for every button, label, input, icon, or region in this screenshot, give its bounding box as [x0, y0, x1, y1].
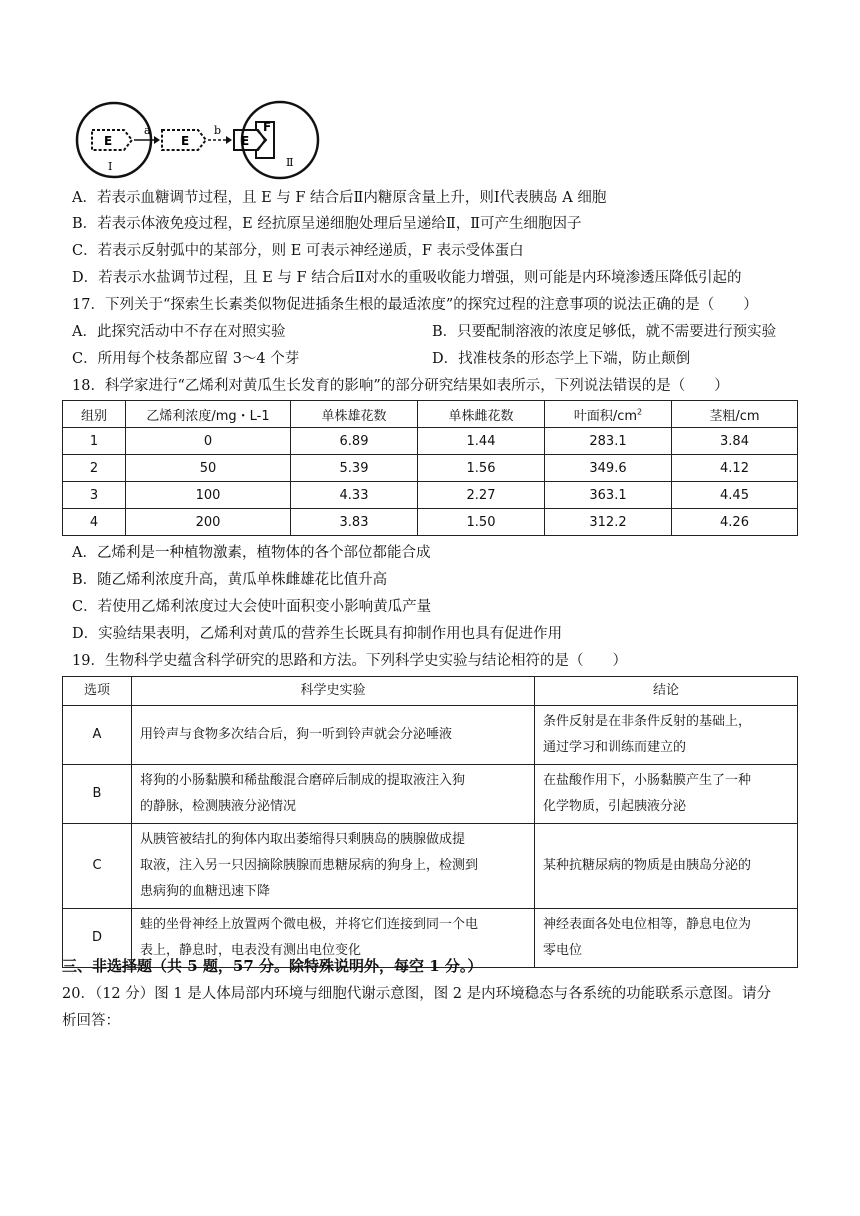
- table-row: [63, 482, 798, 509]
- q16-option-b: B．若表示体液免疫过程，E 经抗原呈递细胞处理后呈递给Ⅱ，Ⅱ可产生细胞因子: [72, 216, 582, 232]
- cell: 6.89: [291, 428, 418, 455]
- label-a: a: [144, 124, 151, 137]
- cell: 0: [126, 428, 291, 455]
- cell: 200: [126, 509, 291, 536]
- conclusion-cell: 条件反射是在非条件反射的基础上， 通过学习和训练而建立的: [535, 706, 798, 765]
- q16-option-c: C．若表示反射弧中的某部分，则 E 可表示神经递质，F 表示受体蛋白: [72, 243, 524, 259]
- cell: 4.12: [672, 455, 798, 482]
- header-leaf-area-sup: 2: [637, 407, 643, 417]
- cell: 1: [63, 428, 126, 455]
- experiment-cell: 将狗的小肠黏膜和稀盐酸混合磨碎后制成的提取液注入狗 的静脉，检测胰液分泌情况: [132, 765, 535, 824]
- cell: 283.1: [545, 428, 672, 455]
- conclusion-cell: 神经表面各处电位相等，静息电位为 零电位: [535, 909, 798, 968]
- q17-option-b: B．只要配制溶液的浓度足够低，就不需要进行预实验: [432, 324, 777, 340]
- header-group: 组别: [63, 401, 126, 428]
- table-header-row: [63, 401, 798, 428]
- section-3-heading: 三、非选择题（共 5 题，57 分。除特殊说明外，每空 1 分。）: [62, 957, 483, 975]
- q17-stem: 17．下列关于“探索生长素类似物促进插条生根的最适浓度”的探究过程的注意事项的说法正确的是（ ）: [72, 297, 758, 313]
- q18-results-table: [62, 400, 798, 536]
- cell: 100: [126, 482, 291, 509]
- cell: 2.27: [418, 482, 545, 509]
- cell: 1.56: [418, 455, 545, 482]
- cell-II-outline: [242, 102, 318, 178]
- label-E-bound: E: [241, 134, 250, 148]
- q18-stem: 18．科学家进行“乙烯利对黄瓜生长发育的影响”的部分研究结果如表所示，下列说法错误的是（ ）: [72, 378, 729, 394]
- cell: 312.2: [545, 509, 672, 536]
- table-row: [63, 455, 798, 482]
- cell: 363.1: [545, 482, 672, 509]
- header-male-flowers: 单株雄花数: [291, 401, 418, 428]
- table-header-row: [63, 677, 798, 706]
- label-E-transit: E: [181, 134, 190, 148]
- q19-history-table: [62, 676, 798, 968]
- cell: 3.84: [672, 428, 798, 455]
- q17-option-a: A．此探究活动中不存在对照实验: [72, 324, 286, 340]
- table-row: [63, 706, 798, 765]
- q18-option-b: B．随乙烯利浓度升高，黄瓜单株雌雄花比值升高: [72, 572, 388, 588]
- table-row: [63, 765, 798, 824]
- label-I: Ⅰ: [108, 160, 113, 173]
- cell: 3: [63, 482, 126, 509]
- q18-option-d: D．实验结果表明，乙烯利对黄瓜的营养生长既具有抑制作用也具有促进作用: [72, 626, 563, 642]
- conclusion-cell: 在盐酸作用下，小肠黏膜产生了一种 化学物质，引起胰液分泌: [535, 765, 798, 824]
- cell: 50: [126, 455, 291, 482]
- experiment-cell: 用铃声与食物多次结合后，狗一听到铃声就会分泌唾液: [132, 706, 535, 765]
- option-label: C: [63, 824, 132, 909]
- q17-option-c: C．所用每个枝条都应留 3～4 个芽: [72, 351, 300, 367]
- cell: 2: [63, 455, 126, 482]
- conclusion-cell: 某种抗糖尿病的物质是由胰岛分泌的: [535, 824, 798, 909]
- table-row: [63, 824, 798, 909]
- header-stem-diameter: 茎粗/cm: [672, 401, 798, 428]
- label-F: F: [263, 120, 272, 134]
- q17-option-d: D．找准枝条的形态学上下端，防止颠倒: [432, 351, 691, 367]
- cell: 4: [63, 509, 126, 536]
- header-experiment: 科学史实验: [132, 677, 535, 706]
- label-E-cell-I: E: [104, 134, 113, 148]
- header-conclusion: 结论: [535, 677, 798, 706]
- cell: 1.44: [418, 428, 545, 455]
- table-row: [63, 509, 798, 536]
- label-II: Ⅱ: [286, 156, 294, 169]
- cell: 349.6: [545, 455, 672, 482]
- cell: 4.33: [291, 482, 418, 509]
- cell: 4.45: [672, 482, 798, 509]
- q16-option-a: A．若表示血糖调节过程，且 E 与 F 结合后Ⅱ内糖原含量上升，则Ⅰ代表胰岛 A 细胞: [72, 190, 607, 206]
- header-leaf-area: 叶面积$/cm^2$: [545, 401, 672, 428]
- q16-option-d: D．若表示水盐调节过程，且 E 与 F 结合后Ⅱ对水的重吸收能力增强，则可能是内环境渗透压降低引起的: [72, 270, 742, 286]
- cell: 1.50: [418, 509, 545, 536]
- option-label: D: [63, 909, 132, 968]
- label-b: b: [214, 124, 222, 137]
- cell: 3.83: [291, 509, 418, 536]
- header-option: 选项: [63, 677, 132, 706]
- option-label: B: [63, 765, 132, 824]
- q20-stem-line-2: 析回答：: [62, 1013, 120, 1029]
- experiment-cell: 从胰管被结扎的狗体内取出萎缩得只剩胰岛的胰腺做成提 取液，注入另一只因摘除胰腺而患糖尿病的狗身上，检测到 患病狗的血糖迅速下降: [132, 824, 535, 909]
- q18-option-a: A．乙烯利是一种植物激素，植物体的各个部位都能合成: [72, 545, 431, 561]
- q18-option-c: C．若使用乙烯利浓度过大会使叶面积变小影响黄瓜产量: [72, 599, 432, 615]
- q19-stem: 19．生物科学史蕴含科学研究的思路和方法。下列科学史实验与结论相符的是（ ）: [72, 653, 627, 669]
- cell: 5.39: [291, 455, 418, 482]
- header-concentration: 乙烯利浓度/mg・L-1: [126, 401, 291, 428]
- option-label: A: [63, 706, 132, 765]
- q20-stem-line-1: 20．（12 分）图 1 是人体局部内环境与细胞代谢示意图，图 2 是内环境稳态与各系统的功能联系示意图。请分: [62, 986, 772, 1002]
- experiment-cell: 蛙的坐骨神经上放置两个微电极，并将它们连接到同一个电 表上，静息时，电表没有测出电位变化: [132, 909, 535, 968]
- header-female-flowers: 单株雌花数: [418, 401, 545, 428]
- signal-transfer-diagram: [70, 98, 325, 180]
- cell: 4.26: [672, 509, 798, 536]
- table-row: [63, 428, 798, 455]
